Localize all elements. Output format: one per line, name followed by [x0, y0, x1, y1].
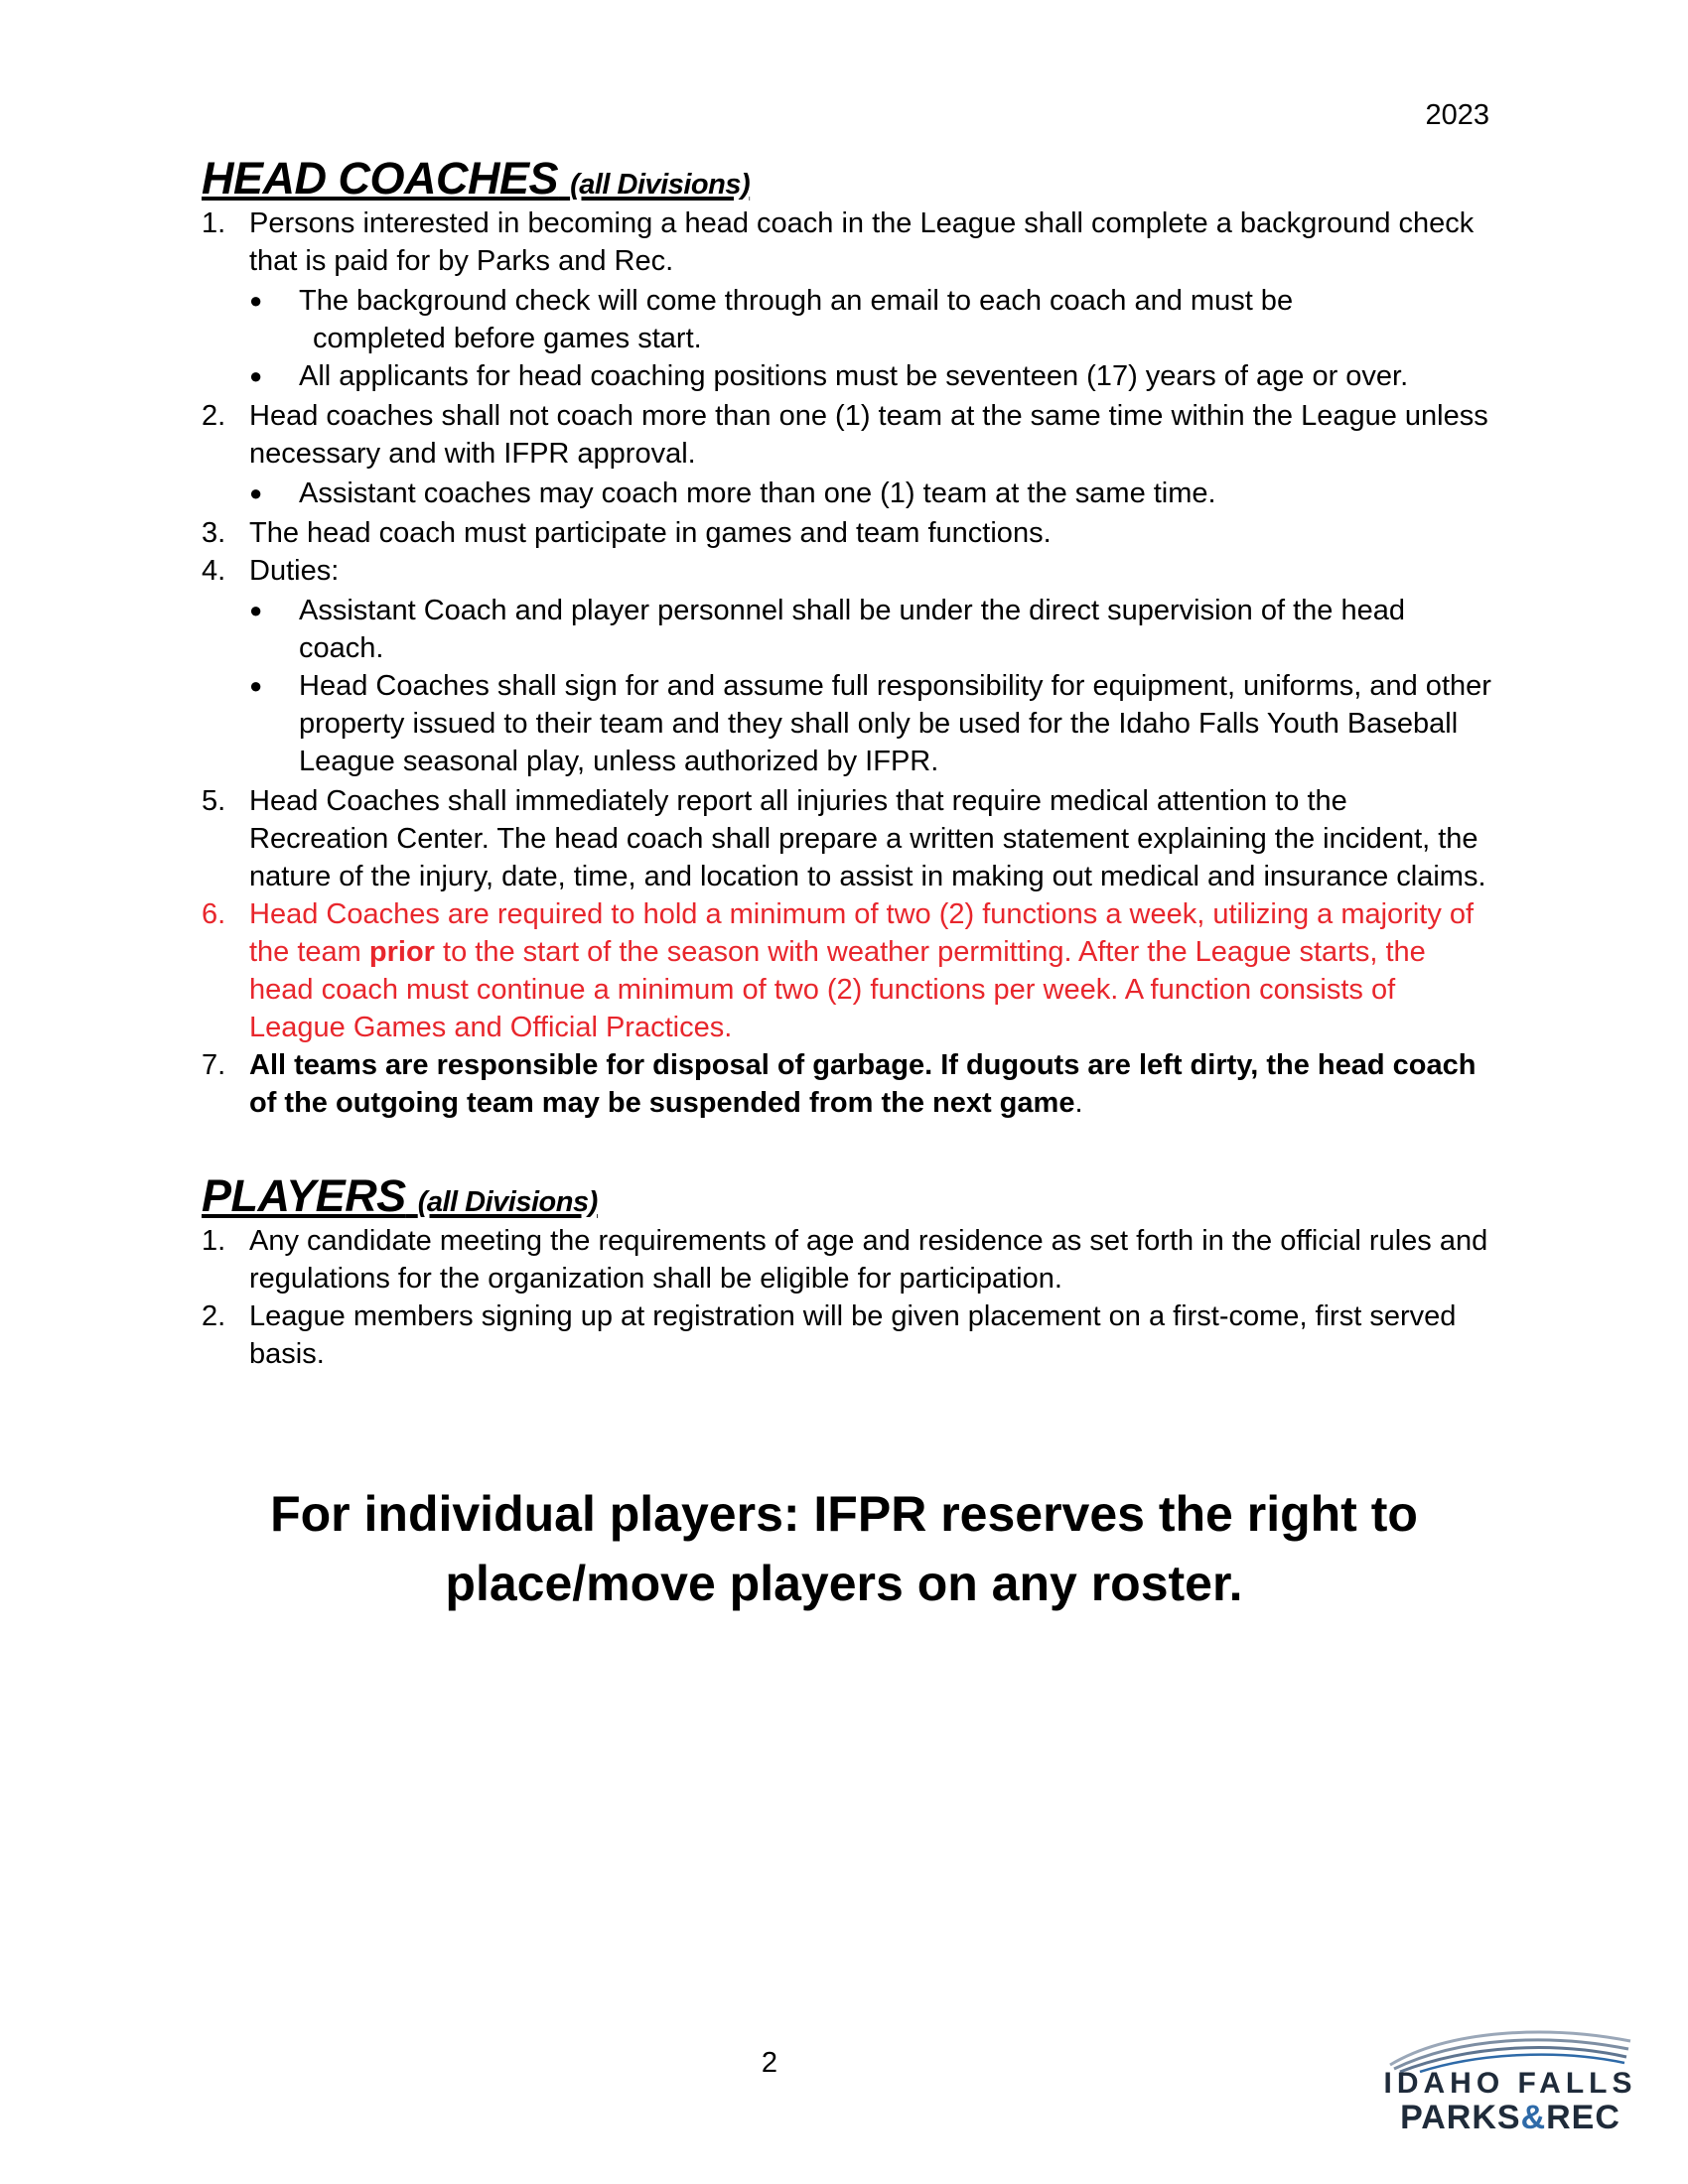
item-text-continued: to the start of the season with weather permitting. After the League starts, the head coach must continue a minimum of two (2) functions per week. A function consists of League Games and Official Practices. [249, 936, 1426, 1043]
bullet-icon: ● [249, 480, 263, 505]
logo-ampersand: & [1520, 2099, 1547, 2136]
head-coaches-item-6 [202, 895, 1492, 1046]
item-number: 4. [202, 555, 226, 587]
item-number: 7. [202, 1049, 226, 1081]
sub-list [249, 592, 1492, 780]
sub-item-text: Assistant coaches may coach more than one (1) team at the same time. [299, 478, 1216, 509]
item-text: Head Coaches shall immediately report all injuries that require medical attention to the Recreation Center. The head coach shall prepare a written statement explaining the incident, the nature of the injury, date, time, and location to assist in making out medical and insurance claims. [249, 785, 1486, 892]
bullet-icon: ● [249, 288, 263, 313]
item-text: League members signing up at registration will be given placement on a first-come, first served basis. [249, 1300, 1457, 1370]
sub-item-text: Assistant Coach and player personnel shall be under the direct supervision of the head coach. [299, 595, 1405, 664]
sub-item-text-continued: completed before games start. [313, 323, 702, 354]
head-coaches-item-1 [202, 205, 1492, 395]
item-number: 6. [202, 898, 226, 930]
head-coaches-item-2 [202, 397, 1492, 512]
sub-item [249, 667, 1492, 780]
item-number: 5. [202, 785, 226, 817]
head-coaches-item-5 [202, 782, 1492, 895]
sub-item [249, 592, 1492, 667]
item-number: 2. [202, 1300, 226, 1332]
bullet-icon: ● [249, 363, 263, 388]
item-text-period: . [1074, 1087, 1083, 1119]
sub-item [249, 282, 1492, 357]
item-text: Head coaches shall not coach more than one (1) team at the same time within the League unless necessary and with IFPR approval. [249, 400, 1488, 470]
logo-parks: PARKS [1400, 2099, 1521, 2136]
players-item-1 [202, 1222, 1492, 1297]
announcement-line-2: place/move players on any roster. [445, 1556, 1243, 1611]
sub-item-text: All applicants for head coaching positions must be seventeen (17) years of age or over. [299, 360, 1409, 392]
head-coaches-list [202, 205, 1492, 1122]
logo-rec: REC [1546, 2099, 1620, 2136]
document-body [202, 153, 1492, 1373]
item-text: Any candidate meeting the requirements of age and residence as set forth in the official rules and regulations for the organization shall be eligible for participation. [249, 1225, 1488, 1295]
sub-item [249, 475, 1492, 512]
item-number: 2. [202, 400, 226, 432]
roster-announcement [199, 1479, 1489, 1618]
players-list [202, 1222, 1492, 1373]
players-heading [202, 1170, 1492, 1221]
item-text-bold: All teams are responsible for disposal of garbage. If dugouts are left dirty, the head coach of the outgoing team may be suspended from the next game [249, 1049, 1477, 1119]
item-number: 1. [202, 1225, 226, 1257]
logo-line-1: IDAHO FALLS [1383, 2067, 1637, 2100]
document-year: 2023 [1425, 99, 1489, 131]
head-coaches-item-7 [202, 1046, 1492, 1122]
players-title: PLAYERS [202, 1170, 406, 1221]
players-subtitle: (all Divisions) [417, 1186, 598, 1218]
item-text: The head coach must participate in games and team functions. [249, 517, 1052, 549]
announcement-line-1: For individual players: IFPR reserves the right to [270, 1486, 1418, 1542]
players-item-2 [202, 1297, 1492, 1373]
bullet-icon: ● [249, 673, 263, 698]
logo-line-2 [1380, 2099, 1640, 2137]
sub-item-text: The background check will come through an email to each coach and must be [299, 285, 1294, 317]
logo-waves-icon [1380, 2025, 1640, 2073]
head-coaches-heading [202, 153, 1492, 204]
sub-list [249, 282, 1492, 395]
head-coaches-item-4 [202, 552, 1492, 780]
page-number: 2 [761, 2047, 778, 2079]
emphasis-text: prior [368, 936, 435, 968]
item-number: 3. [202, 517, 226, 549]
sub-item-text: Head Coaches shall sign for and assume full responsibility for equipment, uniforms, and other property issued to their team and they shall only be used for the Idaho Falls Youth Baseball League seasonal play, unless authorized by IFPR. [299, 670, 1491, 777]
item-text: Persons interested in becoming a head coach in the League shall complete a background check that is paid for by Parks and Rec. [249, 207, 1475, 277]
sub-list [249, 475, 1492, 512]
sub-item [249, 357, 1492, 395]
item-text: Head Coaches are required to hold a minimum of two (2) functions a week, utilizing a majority of the team [249, 898, 1475, 968]
bullet-icon: ● [249, 598, 263, 622]
head-coaches-subtitle: (all Divisions) [570, 169, 751, 201]
item-text: Duties: [249, 555, 340, 587]
head-coaches-title: HEAD COACHES [202, 153, 559, 204]
head-coaches-item-3 [202, 514, 1492, 552]
item-number: 1. [202, 207, 226, 239]
idaho-falls-parks-rec-logo [1380, 2025, 1640, 2134]
